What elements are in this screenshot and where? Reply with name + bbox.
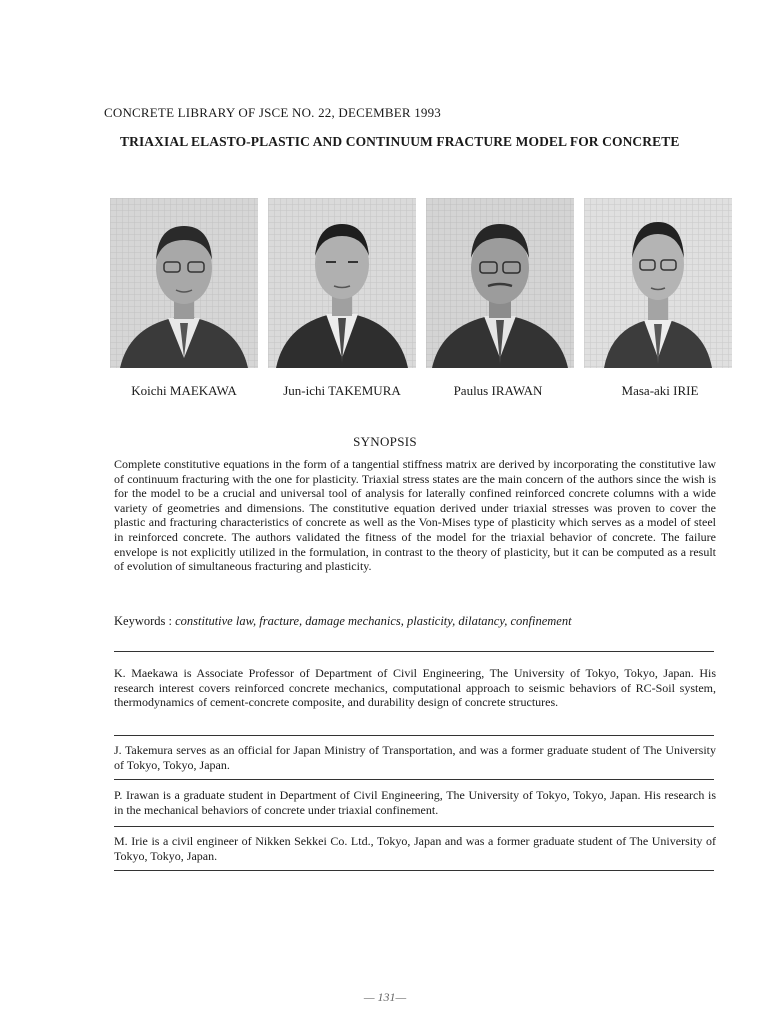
- author-bio: J. Takemura serves as an official for Japan Ministry of Transportation, and was a former graduate student of The University of Tokyo, Tokyo, Japan.: [114, 743, 716, 772]
- divider: [114, 735, 714, 736]
- keywords-label: Keywords :: [114, 614, 172, 628]
- author-photo-maekawa: [110, 198, 258, 368]
- author-bio: P. Irawan is a graduate student in Department of Civil Engineering, The University of Tokyo, Tokyo, Japan. His research is in the mechanical behaviors of concrete under triaxial confinement.: [114, 788, 716, 817]
- author-bio: K. Maekawa is Associate Professor of Department of Civil Engineering, The University of Tokyo, Tokyo, Japan. His research interest covers reinforced concrete mechanics, computational approach to seismic behaviors of RC-Soil system, thermodynamics of cement-concrete composite, and durability design of concrete structures.: [114, 666, 716, 710]
- divider: [114, 779, 714, 780]
- paper-title: TRIAXIAL ELASTO-PLASTIC AND CONTINUUM FRACTURE MODEL FOR CONCRETE: [120, 134, 680, 149]
- divider: [114, 651, 714, 652]
- synopsis-heading: SYNOPSIS: [353, 434, 417, 449]
- synopsis-text: Complete constitutive equations in the form of a tangential stiffness matrix are derived by incorporating the constitutive law of continuum fracturing with the one for plasticity. Triaxial stress states are the main concern of the authors since the wish is for the model to be a crucial and universal tool of analysis for laterally confined reinforced concrete columns with a wide variety of geometries and dimensions. The constitutive equation derived under triaxial stresses was proven to cover the plastic and fracturing characteristics of concrete as well as the Von-Mises type of plasticity which serves as a model of steel in reinforced concrete. The authors validated the fitness of the model for the triaxial behavior of concrete. The failure envelope is not explicitly utilized in the formulation, in contrast to the theory of plasticity, but it can be computed as a result of evolution of simultaneous fracturing and plasticity.: [114, 457, 716, 574]
- divider: [114, 870, 714, 871]
- author-bio: M. Irie is a civil engineer of Nikken Sekkei Co. Ltd., Tokyo, Japan and was a former graduate student of The University of Tokyo, Tokyo, Japan.: [114, 834, 716, 863]
- author-photo-irawan: [426, 198, 574, 368]
- author-name: Jun-ichi TAKEMURA: [283, 383, 401, 398]
- keywords-line: [114, 614, 572, 629]
- author-photo-takemura: [268, 198, 416, 368]
- author-name: Paulus IRAWAN: [453, 383, 543, 398]
- page-number: — 131—: [363, 990, 407, 1004]
- divider: [114, 826, 714, 827]
- keywords-list: constitutive law, fracture, damage mechanics, plasticity, dilatancy, confinement: [175, 614, 572, 628]
- author-photo-irie: [584, 198, 732, 368]
- journal-header: CONCRETE LIBRARY OF JSCE NO. 22, DECEMBER 1993: [104, 105, 441, 120]
- author-name: Masa-aki IRIE: [621, 383, 699, 398]
- author-name: Koichi MAEKAWA: [131, 383, 237, 398]
